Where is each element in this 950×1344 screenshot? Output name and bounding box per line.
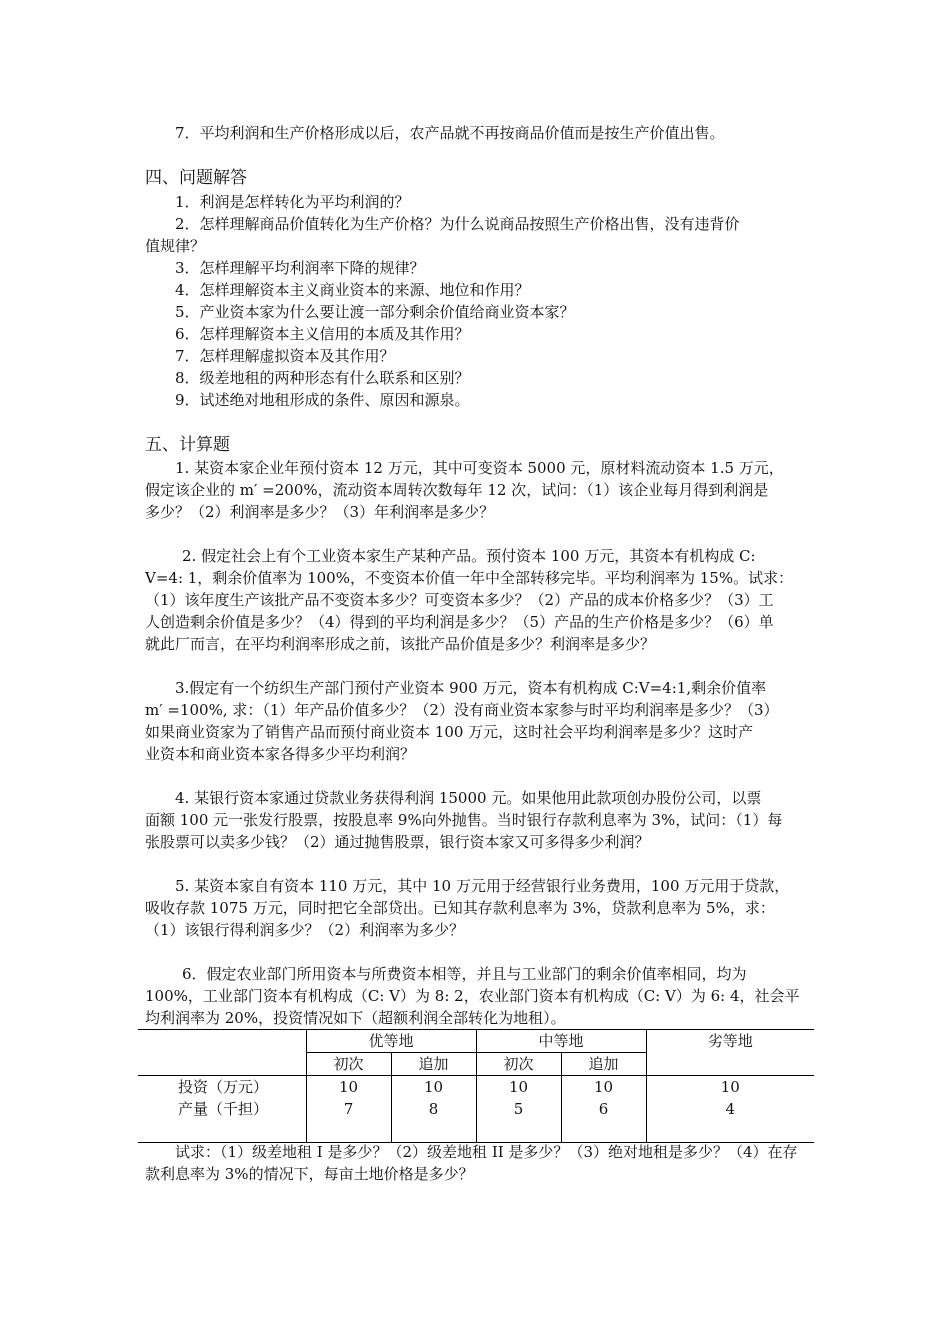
table-header-cell: 优等地 [306,1030,476,1053]
calc-q2-line: 就此厂而言，在平均利润率形成之前，该批产品价值是多少？利润率是多少？ [145,635,656,653]
section5-heading: 五、计算题 [145,435,230,455]
calc-q3-line: 如果商业资家为了销售产品而预付商业资本 100 万元，这时社会平均利润率是多少？这时产 [145,723,754,741]
table-value: 6 [598,1100,609,1118]
table-cell [391,1076,476,1143]
table-value: 10 [720,1078,740,1096]
calc-q2-line: 人创造剩余价值是多少？（4）得到的平均利润是多少？（5）产品的生产价格是多少？（6）单 [145,613,774,631]
table-value: 10 [593,1078,614,1096]
question-item-continued: 值规律？ [145,237,206,255]
calc-q6-line: 100%，工业部门资本有机构成（C: V）为 8: 2，农业部门资本有机构成（C: V）为 6: 4，社会平 [145,987,800,1005]
judgment-item-7: 7．平均利润和生产价格形成以后，农产品就不再按商品价值而是按生产价值出售。 [175,124,725,142]
question-item: 5．产业资本家为什么要让渡一部分剩余价值给商业资本家？ [175,303,575,321]
table-row-labels [138,1076,306,1143]
question-item: 3．怎样理解平均利润率下降的规律？ [175,259,425,277]
calc-q5-line: 吸收存款 1075 万元，同时把它全部贷出。已知其存款利息率为 3%，贷款利息率为 5%，求： [145,899,775,917]
table-header-cell: 中等地 [476,1030,646,1053]
table-row-label: 投资（万元） [178,1078,269,1096]
calc-q1-line: 多少？（2）利润率是多少？（3）年利润率是多少？ [145,503,495,521]
table-cell [646,1076,814,1143]
question-item: 7．怎样理解虚拟资本及其作用？ [175,347,395,365]
table-row-label: 产量（千担） [178,1100,269,1118]
table-value: 4 [725,1100,736,1118]
question-item: 1．利润是怎样转化为平均利润的？ [175,193,410,211]
calc-q6-after-line: 款利息率为 3%的情况下，每亩土地价格是多少？ [145,1165,474,1183]
calc-q5-line: （1）该银行得利润多少？（2）利润率为多少？ [145,921,465,939]
calc-q6-after-line: 试求：（1）级差地租 I 是多少？（2）级差地租 II 是多少？（3）绝对地租是多少？（4）在存 [175,1143,798,1161]
question-item: 8．级差地租的两种形态有什么联系和区别？ [175,369,470,387]
table-value: 10 [338,1078,359,1096]
calc-q2-line: 2. 假定社会上有个工业资本家生产某种产品。预付资本 100 万元，其资本有机构成 C: [182,547,756,565]
table-subheader-cell: 初次 [476,1053,561,1076]
calc-q4-line: 4. 某银行资本家通过贷款业务获得利润 15000 元。如果他用此款项创办股份公司，以票 [175,789,762,807]
calc-q6-line: 均利润率为 20%，投资情况如下（超额利润全部转化为地租）。 [145,1009,566,1027]
table-header-blank [138,1030,306,1076]
table-cell [476,1076,561,1143]
table-value: 5 [513,1100,524,1118]
table-row [138,1076,814,1143]
calc-q2-line: （1）该年度生产该批产品不变资本多少？可变资本多少？（2）产品的成本价格多少？（3）工 [145,591,774,609]
section4-heading: 四、问题解答 [145,168,247,188]
table-subheader-cell: 追加 [561,1053,646,1076]
calc-q1-line: 假定该企业的 m′ =200%，流动资本周转次数每年 12 次，试问：（1）该企业每月得到利润是 [145,481,769,499]
calc-q3-line: 3.假定有一个纺织生产部门预付产业资本 900 万元，资本有机构成 C:V=4:1,剩余价值率 [175,679,767,697]
table-cell [306,1076,391,1143]
table-subheader-cell: 追加 [391,1053,476,1076]
calc-q3-line: m′ =100%, 求：（1）年产品价值多少？（2）没有商业资本家参与时平均利润率是多少？（3） [145,701,779,719]
calc-q6-line: 6．假定农业部门所用资本与所费资本相等，并且与工业部门的剩余价值率相同，均为 [182,965,747,983]
calc-q3-line: 业资本和商业资本家各得多少平均利润？ [145,745,416,763]
table-value: 7 [343,1100,354,1118]
table-subheader-cell: 初次 [306,1053,391,1076]
calc-q4-line: 面额 100 元一张发行股票，按股息率 9%向外抛售。当时银行存款利息率为 3%，试问：（1）每 [145,811,783,829]
table-value: 10 [508,1078,529,1096]
table-cell [561,1076,646,1143]
land-rent-table [138,1029,814,1143]
question-item: 9．试述绝对地租形成的条件、原因和源泉。 [175,391,470,409]
table-value: 10 [423,1078,444,1096]
calc-q4-line: 张股票可以卖多少钱？（2）通过抛售股票，银行资本家又可多得多少利润？ [145,833,650,851]
table-header-cell: 劣等地 [646,1030,814,1076]
table-value: 8 [428,1100,439,1118]
calc-q1-line: 1. 某资本家企业年预付资本 12 万元，其中可变资本 5000 元，原材料流动资本 1.5 万元， [175,459,784,477]
question-item: 2．怎样理解商品价值转化为生产价格？为什么说商品按照生产价格出售，没有违背价 [175,215,740,233]
calc-q5-line: 5. 某资本家自有资本 110 万元，其中 10 万元用于经营银行业务费用，100 万元用于贷款， [175,877,790,895]
calc-q2-line: V=4: 1，剩余价值率为 100%，不变资本价值一年中全部转移完毕。平均利润率为 15%。试求： [145,569,794,587]
table-header-row [138,1030,814,1053]
question-item: 6．怎样理解资本主义信用的本质及其作用？ [175,325,470,343]
question-item: 4．怎样理解资本主义商业资本的来源、地位和作用？ [175,281,530,299]
